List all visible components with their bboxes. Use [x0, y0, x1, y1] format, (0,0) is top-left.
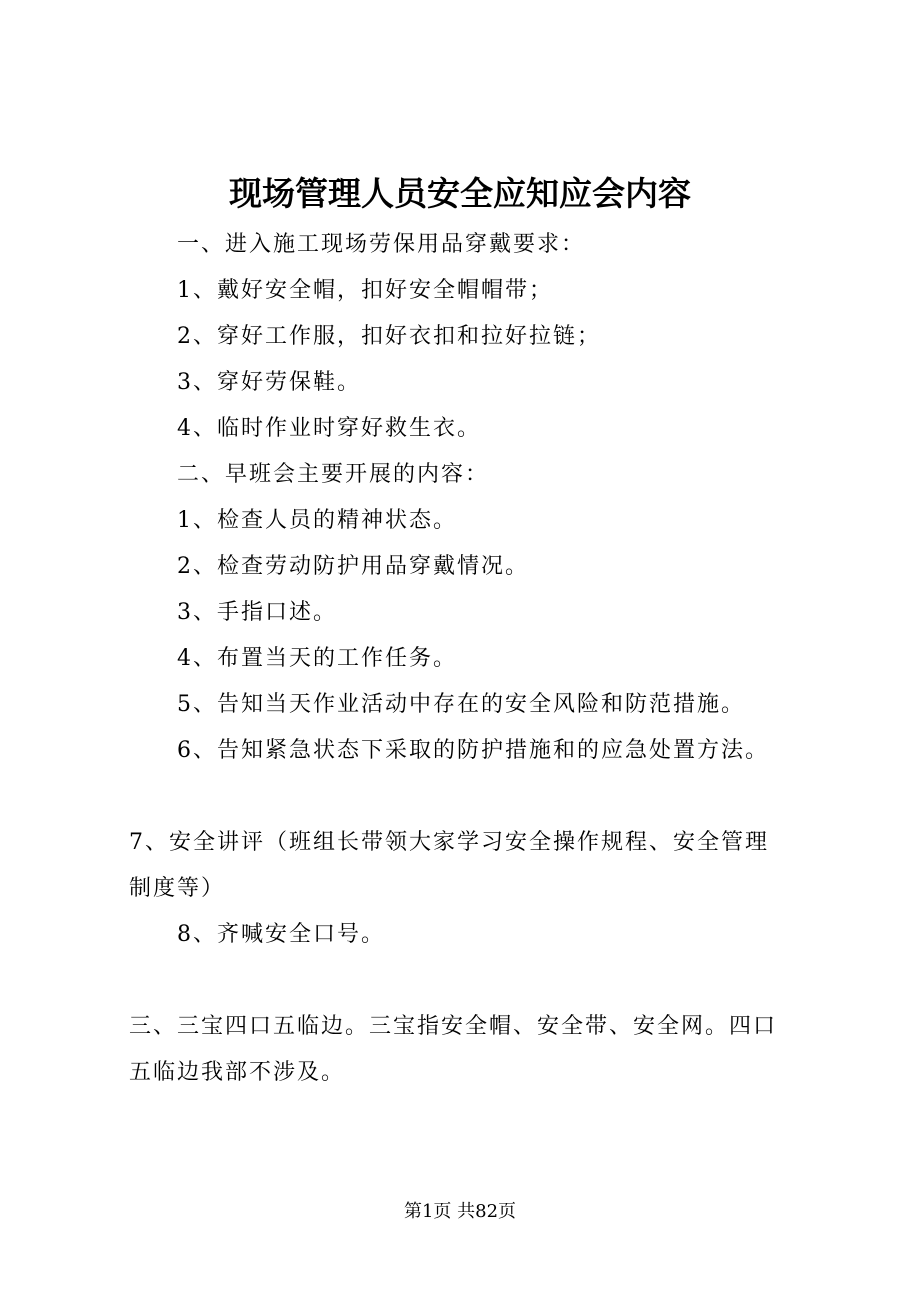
list-item-continuation: 制度等） — [129, 876, 226, 901]
page-number: 第1页 共82页 — [403, 1201, 517, 1222]
list-item: 8、齐喊安全口号。 — [177, 922, 385, 947]
list-item: 2、穿好工作服，扣好衣扣和拉好拉链； — [177, 324, 601, 349]
list-item: 4、布置当天的工作任务。 — [177, 646, 457, 671]
section-heading-2: 二、早班会主要开展的内容： — [177, 462, 490, 487]
list-item: 7、安全讲评（班组长带领大家学习安全操作规程、安全管理 — [129, 830, 769, 855]
list-item: 2、检查劳动防护用品穿戴情况。 — [177, 554, 529, 579]
section-heading-1: 一、进入施工现场劳保用品穿戴要求： — [177, 232, 586, 257]
section-heading-3: 三、三宝四口五临边。三宝指安全帽、安全带、安全网。四口 — [129, 1014, 778, 1039]
list-item: 5、告知当天作业活动中存在的安全风险和防范措施。 — [177, 692, 745, 717]
section-continuation: 五临边我部不涉及。 — [129, 1060, 346, 1085]
list-item: 6、告知紧急状态下采取的防护措施和的应急处置方法。 — [177, 738, 769, 763]
list-item: 3、穿好劳保鞋。 — [177, 370, 361, 395]
list-item: 3、手指口述。 — [177, 600, 337, 625]
list-item: 1、戴好安全帽，扣好安全帽帽带； — [177, 278, 553, 303]
list-item: 1、检查人员的精神状态。 — [177, 508, 457, 533]
list-item: 4、临时作业时穿好救生衣。 — [177, 416, 481, 441]
document-title: 现场管理人员安全应知应会内容 — [229, 174, 691, 213]
